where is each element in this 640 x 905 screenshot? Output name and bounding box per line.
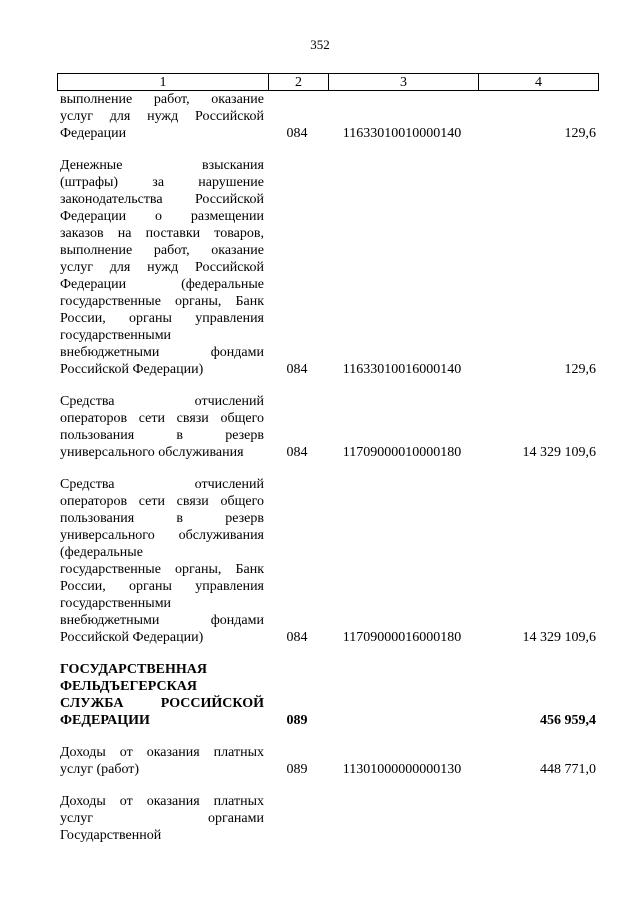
row-name-line: Федерации о размещении: [60, 209, 264, 224]
row-name-line: Доходы от оказания платных: [60, 794, 264, 809]
row-amount: 448 771,0: [540, 762, 596, 777]
row-amount: 129,6: [564, 126, 596, 141]
row-name-line: России, органы управления: [60, 311, 264, 326]
row-name-line: Государственной: [60, 828, 162, 843]
row-classification-code: 11709000010000180: [342, 445, 462, 460]
row-name: [60, 476, 264, 646]
row-classification-code: 11633010016000140: [342, 362, 462, 377]
header-col-2: 2: [268, 74, 328, 90]
row-name-line: Федерации: [60, 126, 127, 141]
row-name: [60, 744, 264, 778]
table-row: [57, 744, 599, 778]
row-name-line: государственные органы, Банк: [60, 562, 264, 577]
table-row: [57, 793, 599, 844]
table-row: [57, 661, 599, 729]
row-name-line: внебюджетными фондами: [60, 345, 264, 360]
row-name-line: пользования в резерв: [60, 428, 264, 443]
budget-table: [57, 73, 599, 859]
row-name-line: Средства отчислений: [60, 394, 264, 409]
row-name-line: государственными: [60, 596, 172, 611]
row-name: [60, 661, 264, 729]
row-name-line: Российской Федерации): [60, 362, 204, 377]
row-name-line: внебюджетными фондами: [60, 613, 264, 628]
row-name-line: услуг для нужд Российской: [60, 109, 264, 124]
row-name: [60, 393, 264, 461]
row-name-line: услуг (работ): [60, 762, 140, 777]
row-admin-code: 084: [286, 445, 308, 460]
row-admin-code: 089: [286, 713, 308, 728]
row-admin-code: 084: [286, 362, 308, 377]
row-name-line: Российской Федерации): [60, 630, 204, 645]
row-name-line: выполнение работ, оказание: [60, 92, 264, 107]
row-name-line: Федерации (федеральные: [60, 277, 264, 292]
row-name: [60, 157, 264, 378]
row-admin-code: 084: [286, 630, 308, 645]
row-name-line: универсального обслуживания: [60, 528, 264, 543]
row-name-line: универсального обслуживания: [60, 445, 244, 460]
row-amount: 14 329 109,6: [522, 630, 596, 645]
table-row: [57, 91, 599, 142]
row-name-line: операторов сети связи общего: [60, 494, 264, 509]
row-name-line: Средства отчислений: [60, 477, 264, 492]
row-classification-code: 11709000016000180: [342, 630, 462, 645]
row-name-line: России, органы управления: [60, 579, 264, 594]
table-body: [57, 91, 599, 844]
row-name: [60, 793, 264, 844]
row-classification-code: 11633010010000140: [342, 126, 462, 141]
row-name-line: ФЕДЕРАЦИИ: [60, 713, 150, 728]
row-name-line: Доходы от оказания платных: [60, 745, 264, 760]
page-number: 352: [310, 37, 330, 52]
header-col-4: 4: [478, 74, 598, 90]
table-header: [57, 73, 599, 91]
header-col-3: 3: [328, 74, 478, 90]
row-name-line: (штрафы) за нарушение: [60, 175, 264, 190]
row-name-line: услуг для нужд Российской: [60, 260, 264, 275]
row-classification-code: 11301000000000130: [342, 762, 462, 777]
row-amount: 129,6: [564, 362, 596, 377]
row-name-line: государственными: [60, 328, 172, 343]
row-name-line: услуг органами: [60, 811, 264, 826]
row-name-line: заказов на поставки товаров,: [60, 226, 264, 241]
row-name-line: пользования в резерв: [60, 511, 264, 526]
table-row: [57, 157, 599, 378]
table-row: [57, 476, 599, 646]
row-name: [60, 91, 264, 142]
row-admin-code: 084: [286, 126, 308, 141]
row-name-line: СЛУЖБА РОССИЙСКОЙ: [60, 696, 264, 711]
row-name-line: операторов сети связи общего: [60, 411, 264, 426]
table-row: [57, 393, 599, 461]
row-name-line: законодательства Российской: [60, 192, 264, 207]
row-name-line: выполнение работ, оказание: [60, 243, 264, 258]
row-admin-code: 089: [286, 762, 308, 777]
row-name-line: Денежные взыскания: [60, 158, 264, 173]
header-col-1: 1: [159, 75, 167, 90]
row-name-line: ФЕЛЬДЪЕГЕРСКАЯ: [60, 679, 197, 694]
row-amount: 456 959,4: [540, 713, 596, 728]
row-name-line: государственные органы, Банк: [60, 294, 264, 309]
row-name-line: ГОСУДАРСТВЕННАЯ: [60, 662, 207, 677]
row-name-line: (федеральные: [60, 545, 143, 560]
row-amount: 14 329 109,6: [522, 445, 596, 460]
